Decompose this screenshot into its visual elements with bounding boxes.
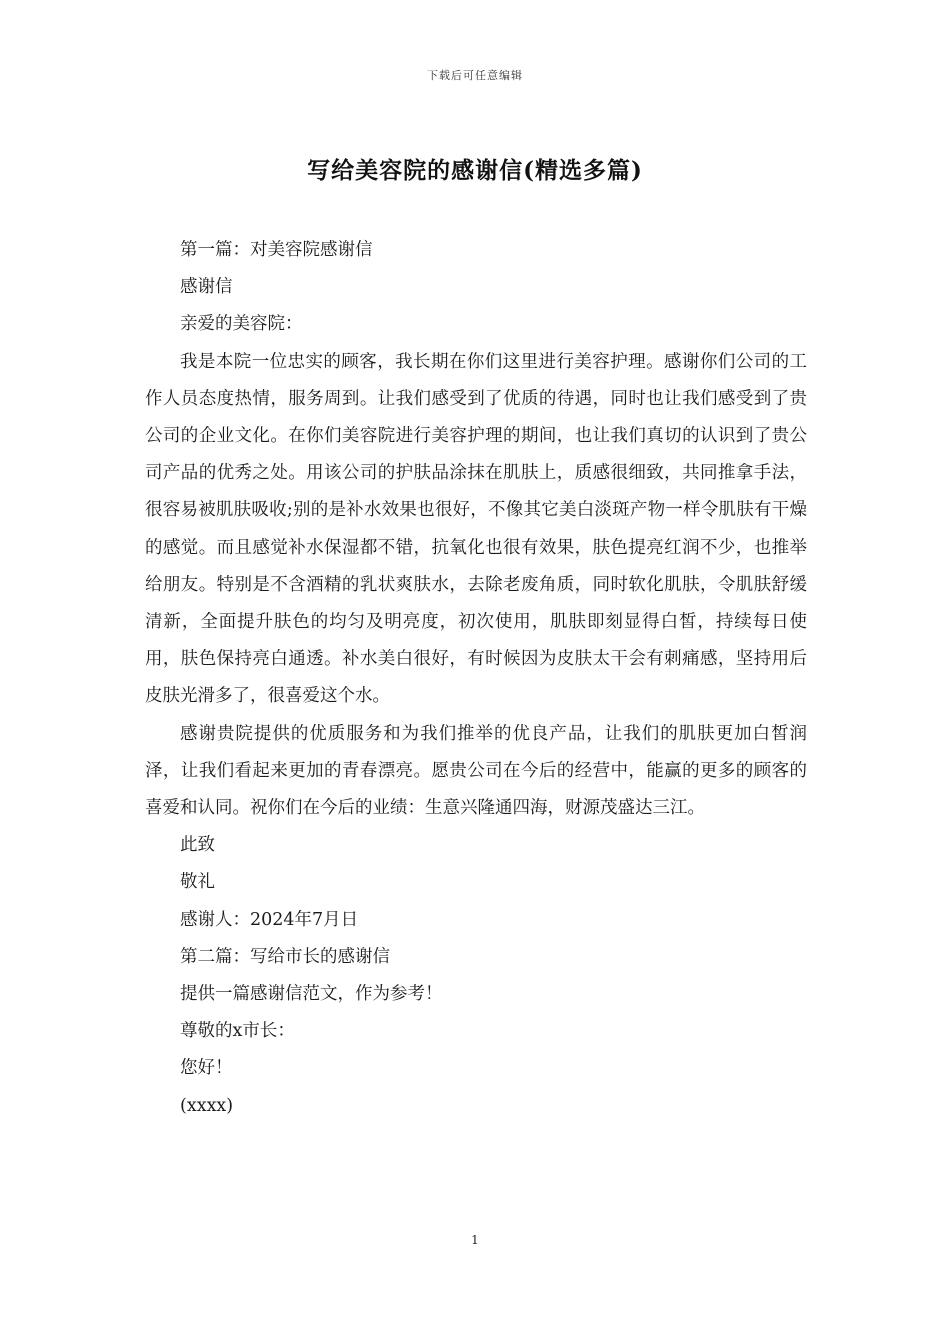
letter-heading: 感谢信 <box>180 277 233 298</box>
placeholder-line: (xxxx) <box>180 1095 234 1116</box>
body-paragraph: 感谢贵院提供的优质服务和为我们推举的优良产品，让我们的肌肤更加白皙润泽，让我们看起来更加的青春漂亮。愿贵公司在今后的经营中，能赢的更多的顾客的喜爱和认同。祝你们在今后的业绩：生意兴隆通四海，财源茂盛达三江。 <box>145 723 807 819</box>
document-title: 写给美容院的感谢信(精选多篇) <box>307 157 643 184</box>
header-note: 下载后可任意编辑 <box>427 69 523 82</box>
section-heading-2: 第二篇：写给市长的感谢信 <box>180 946 390 967</box>
salutation: 亲爱的美容院： <box>180 314 303 335</box>
body-paragraph: 我是本院一位忠实的顾客，我长期在你们这里进行美容护理。感谢你们公司的工作人员态度热情，服务周到。让我们感受到了优质的待遇，同时也让我们感受到了贵公司的企业文化。在你们美容院进行美容护理的期间，也让我们真切的认识到了贵公司产品的优秀之处。用该公司的护肤品涂抹在肌肤上，质感很细致，共同推拿手法，很容易被肌肤吸收;别的是补水效果也很好，不像其它美白淡斑产物一样令肌肤有干燥的感觉。而且感觉补水保湿都不错，抗氧化也很有效果，肤色提亮红润不少，也推举给朋友。特别是不含酒精的乳状爽肤水，去除老废角质，同时软化肌肤，令肌肤舒缓清新，全面提升肤色的均匀及明亮度，初次使用，肌肤即刻显得白皙，持续每日使用，肤色保持亮白通透。补水美白很好，有时候因为皮肤太干会有刺痛感，坚持用后皮肤光滑多了，很喜爱这个水。 <box>145 351 807 707</box>
salutation: 尊敬的x市长： <box>180 1021 295 1042</box>
intro-line: 提供一篇感谢信范文，作为参考！ <box>180 984 443 1005</box>
signature-line: 感谢人：2024年7月日 <box>180 909 359 930</box>
letter-body <box>145 232 807 1125</box>
closing-line: 此致 <box>180 835 215 856</box>
section-heading-1: 第一篇：对美容院感谢信 <box>180 240 373 260</box>
page-number: 1 <box>471 1233 479 1247</box>
closing-salute: 敬礼 <box>180 872 215 893</box>
greeting: 您好！ <box>180 1058 233 1079</box>
